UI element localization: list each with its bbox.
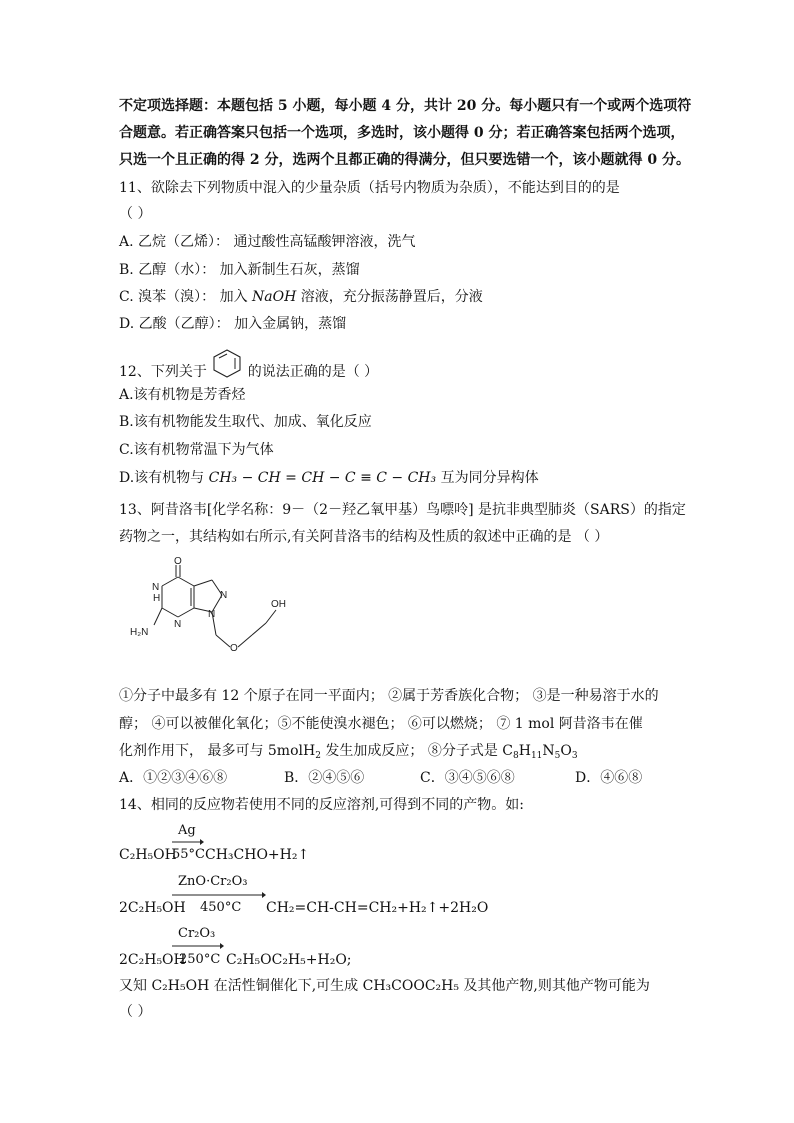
q11-option-c-prefix: C. 溴苯（溴）： 加入 <box>119 289 248 305</box>
struct-label-n-ring: N <box>208 609 216 620</box>
r1-temp: 55°C <box>172 847 205 862</box>
q13-formula-n-count: 5 <box>554 751 561 761</box>
q13-statement-3b: 发生加成反应； ⑧分子式是 C <box>320 743 513 759</box>
q13-formula-o-count: 3 <box>571 751 578 761</box>
q13-formula-o: O <box>560 743 572 759</box>
q11-option-c-naoh: NaOH <box>252 289 297 305</box>
q13-choice-a: A．①②③④⑥⑧ <box>119 770 228 786</box>
r2-left: 2C₂H₅OH <box>119 900 186 916</box>
struct-label-n-h: N <box>152 582 160 593</box>
acyclovir-structure <box>126 555 316 680</box>
q13-statement-line-1: ①分子中最多有 12 个原子在同一平面内； ②属于芳香族化合物； ③是一种易溶于水的 <box>119 688 659 704</box>
r1-right: CH₃CHO+H₂↑ <box>205 847 310 863</box>
q13-formula-h: H <box>518 743 531 759</box>
q13-formula-c-count: 8 <box>513 751 519 761</box>
q12-option-c: C.该有机物常温下为气体 <box>119 442 274 458</box>
q12-option-a: A.该有机物是芳香烃 <box>119 387 246 403</box>
r3-catalyst: Cr₂O₃ <box>178 926 216 941</box>
struct-label-n-bottom: N <box>174 619 182 630</box>
q11-option-c-suffix: 溶液，充分振荡静置后，分液 <box>300 289 483 305</box>
q13-choice-c: C．③④⑤⑥⑧ <box>420 770 515 786</box>
cyclohexadiene-ring-icon <box>211 348 243 378</box>
struct-label-o-ether: O <box>230 643 238 654</box>
r2-temp: 450°C <box>200 900 242 915</box>
r2-arrow-icon <box>172 891 266 899</box>
q11-option-d: D. 乙酸（乙醇）： 加入金属钠，蒸馏 <box>119 316 347 332</box>
q11-option-b: B. 乙醇（水）： 加入新制生石灰，蒸馏 <box>119 262 360 278</box>
q12-stem <box>119 358 378 381</box>
q13-statement-3a: 化剂作用下， 最多可与 5molH <box>119 743 316 759</box>
r3-arrow-icon <box>172 942 224 950</box>
instruction-line-1: 不定项选择题：本题包括 5 小题，每小题 4 分，共计 20 分。每小题只有一个或两个选项符 <box>119 98 692 114</box>
r3-right: C₂H₅OC₂H₅+H₂O; <box>226 952 352 968</box>
q13-statement-line-2: 醇； ④可以被催化氧化；⑤不能使溴水褪色； ⑥可以燃烧； ⑦ 1 mol 阿昔洛韦在催 <box>119 716 643 732</box>
q11-answer-bracket: （ ） <box>119 206 152 222</box>
q13-choice-b: B．②④⑤⑥ <box>284 770 365 786</box>
instruction-line-3: 只选一个且正确的得 2 分，选两个且都正确的得满分，但只要选错一个，该小题就得 0 分。 <box>119 152 690 168</box>
r2-catalyst: ZnO·Cr₂O₃ <box>178 874 248 889</box>
r3-left: 2C₂H₅OH <box>119 952 186 968</box>
struct-label-oh: OH <box>271 599 286 610</box>
q11-option-a: A. 乙烷（乙烯）： 通过酸性高锰酸钾溶液，洗气 <box>119 234 416 250</box>
q14-answer-bracket: （ ） <box>119 1004 152 1020</box>
r1-arrow-icon <box>172 838 204 846</box>
struct-label-o-top: O <box>174 556 182 567</box>
struct-label-h: H <box>153 593 161 604</box>
q12-option-d-suffix: 互为同分异构体 <box>440 470 539 486</box>
q13-choice-d: D．④⑥⑧ <box>575 770 643 786</box>
q14-tail: 又知 C₂H₅OH 在活性铜催化下,可生成 CH₃COOC₂H₅ 及其他产物,则其他产物可能为 <box>119 978 650 994</box>
q13-statement-line-3 <box>119 742 578 760</box>
instruction-line-2: 合题意。若正确答案只包括一个选项，多选时，该小题得 0 分；若正确答案包括两个选项， <box>119 125 685 141</box>
struct-label-n-right: N <box>220 590 228 601</box>
q12-stem-suffix: 的说法正确的是（ ） <box>247 364 379 380</box>
r2-right: CH₂=CH-CH=CH₂+H₂↑+2H₂O <box>266 900 489 916</box>
q13-stem-line-2: 药物之一，其结构如右所示,有关阿昔洛韦的结构及性质的叙述中正确的是 （ ） <box>119 529 609 545</box>
q13-statement-3-sub: 2 <box>315 751 321 761</box>
q14-stem: 14、相同的反应物若使用不同的反应溶剂,可得到不同的产物。如: <box>119 797 524 813</box>
struct-label-h2n: H₂N <box>130 627 149 638</box>
q13-formula-n: N <box>542 743 555 759</box>
cyclohexadiene-structure <box>211 358 243 376</box>
r1-left: C₂H₅OH <box>119 847 177 863</box>
q12-stem-prefix: 12、下列关于 <box>119 364 207 380</box>
q12-option-d <box>119 469 539 487</box>
q13-stem-line-1: 13、阿昔洛韦[化学名称：9－（2－羟乙氧甲基）鸟嘌呤] 是抗非典型肺炎（SARS）的指定 <box>119 502 686 518</box>
r3-temp: 250°C <box>179 952 221 967</box>
q12-option-d-formula: CH₃ − CH = CH − C ≡ C − CH₃ <box>208 470 437 486</box>
q13-formula-h-count: 11 <box>530 751 543 761</box>
q11-option-c <box>119 288 483 306</box>
q12-option-d-prefix: D.该有机物与 <box>119 470 205 486</box>
q11-stem: 11、欲除去下列物质中混入的少量杂质（括号内物质为杂质），不能达到目的的是 <box>119 180 620 196</box>
q12-option-b: B.该有机物能发生取代、加成、氧化反应 <box>119 414 372 430</box>
r1-catalyst: Ag <box>178 823 196 838</box>
